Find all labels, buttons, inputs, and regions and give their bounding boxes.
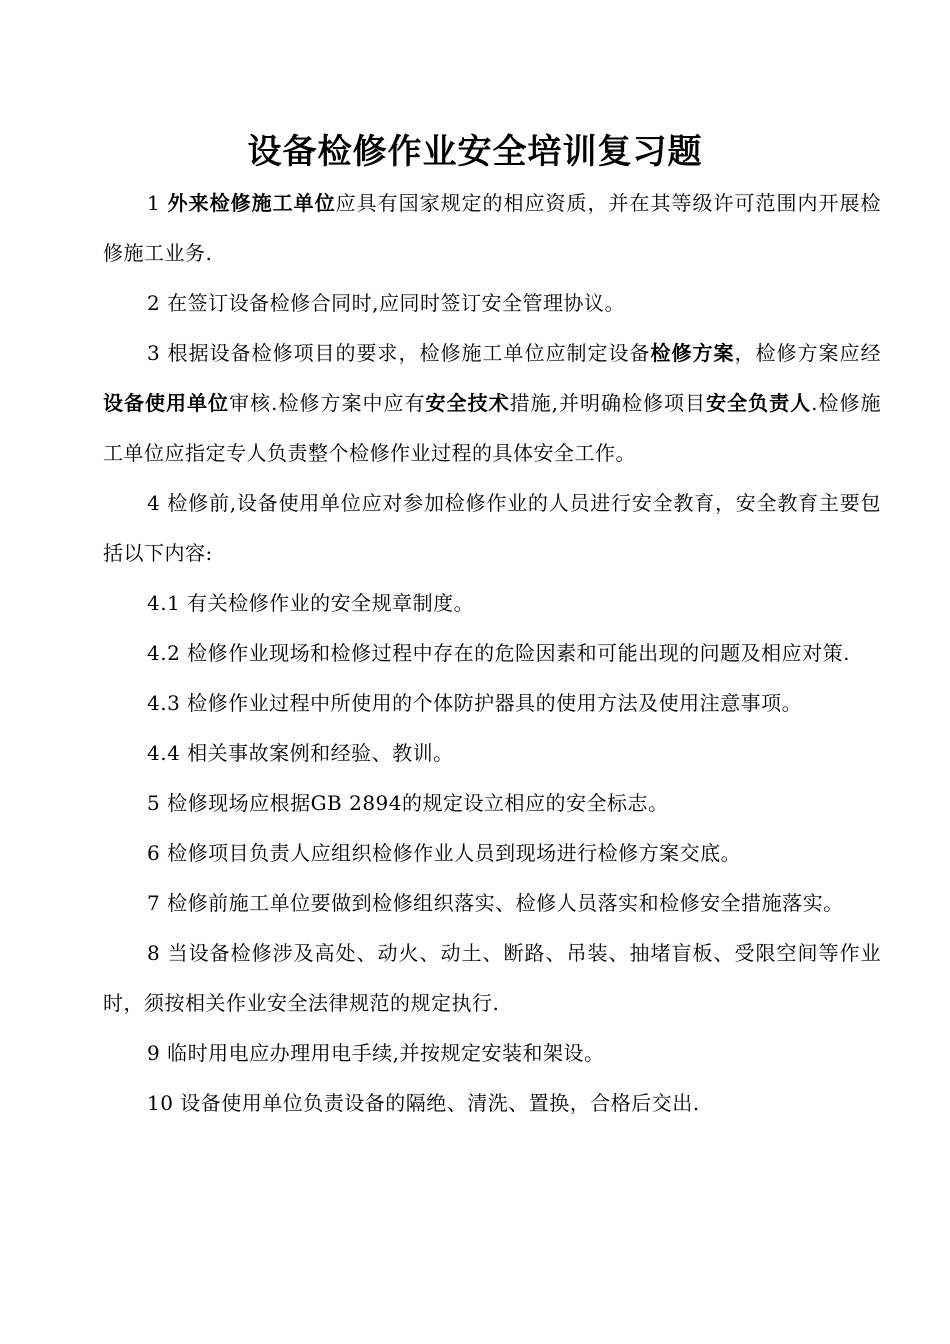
paragraph-5: [103, 578, 881, 628]
text-run: 9 临时用电应办理用电手续,并按规定安装和架设。: [147, 1041, 605, 1065]
text-run: 4.4 相关事故案例和经验、教训。: [147, 741, 454, 765]
bold-term: 检修方案: [650, 341, 735, 365]
page-title: 设备检修作业安全培训复习题: [247, 132, 703, 172]
paragraph-2: [103, 278, 881, 328]
paragraph-11: [103, 878, 881, 928]
text-run: 2 在签订设备检修合同时,应同时签订安全管理协议。: [147, 291, 625, 315]
text-run: 4.2 检修作业现场和检修过程中存在的危险因素和可能出现的问题及相应对策.: [147, 641, 851, 665]
paragraph-14: [103, 1078, 881, 1128]
text-run: 4.1 有关检修作业的安全规章制度。: [147, 591, 475, 615]
paragraph-13: [103, 1028, 881, 1078]
text-run: .检修施工单位应指定专人负责整个检修作业过程的具体安全工作。: [103, 391, 882, 465]
text-run: 4 检修前,设备使用单位应对参加检修作业的人员进行安全教育，安全教育主要包括以下内容:: [103, 491, 881, 565]
paragraph-9: [103, 778, 881, 828]
paragraph-3: [103, 328, 881, 478]
text-run: 应具有国家规定的相应资质，并在其等级许可范围内开展检修施工业务.: [103, 191, 882, 265]
bold-term: 外来检修施工单位: [167, 191, 336, 215]
bold-term: 设备使用单位: [103, 391, 230, 415]
text-run: 1: [147, 191, 168, 215]
text-run: ，检修方案应经: [734, 341, 881, 365]
text-run: 措施,并明确检修项目: [509, 391, 707, 415]
paragraph-1: [103, 178, 881, 278]
document-body: [103, 178, 881, 1128]
text-run: 4.3 检修作业过程中所使用的个体防护器具的使用方法及使用注意事项。: [147, 691, 803, 715]
text-run: 10 设备使用单位负责设备的隔绝、清洗、置换，合格后交出.: [147, 1091, 700, 1115]
paragraph-10: [103, 828, 881, 878]
bold-term: 安全技术: [425, 391, 510, 415]
text-run: 6 检修项目负责人应组织检修作业人员到现场进行检修方案交底。: [147, 841, 742, 865]
text-run: 8 当设备检修涉及高处、动火、动土、断路、吊装、抽堵盲板、受限空间等作业时，须按相关作业安全法律规范的规定执行.: [103, 941, 881, 1015]
paragraph-4: [103, 478, 881, 578]
text-run: 审核.检修方案中应有: [229, 391, 426, 415]
text-run: 7 检修前施工单位要做到检修组织落实、检修人员落实和检修安全措施落实。: [147, 891, 844, 915]
paragraph-12: [103, 928, 881, 1028]
text-run: 5 检修现场应根据GB 2894的规定设立相应的安全标志。: [147, 791, 669, 815]
paragraph-6: [103, 628, 881, 678]
bold-term: 安全负责人: [706, 391, 812, 415]
paragraph-8: [103, 728, 881, 778]
paragraph-7: [103, 678, 881, 728]
text-run: 3 根据设备检修项目的要求，检修施工单位应制定设备: [147, 341, 651, 365]
